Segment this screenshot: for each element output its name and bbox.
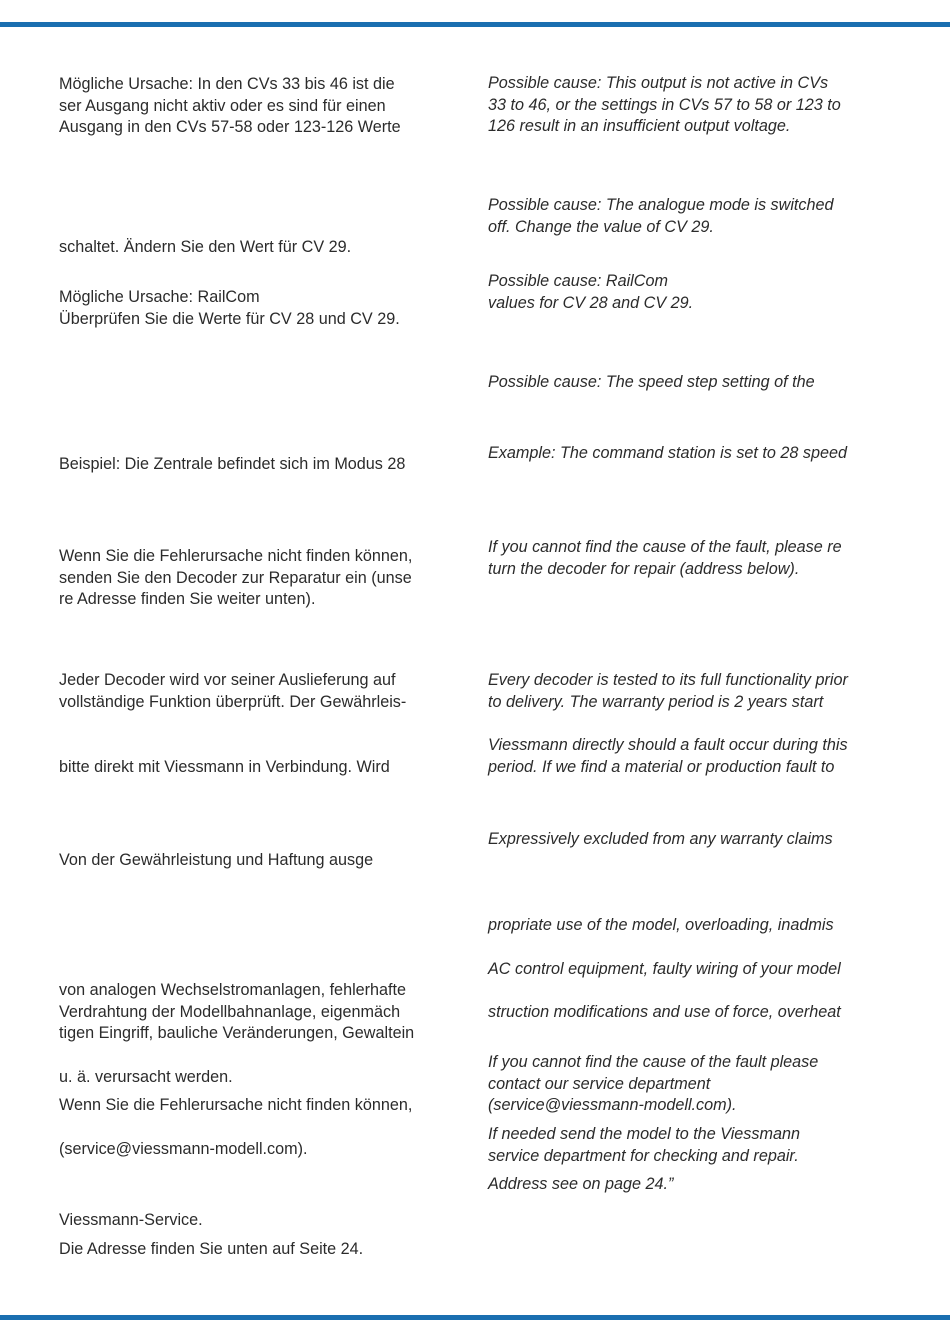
de-para-cv29	[59, 237, 351, 259]
text-line: period. If we find a material or production fault to	[488, 757, 835, 776]
en-para-warranty	[488, 670, 848, 713]
text-line: Ausgang in den CVs 57-58 oder 123-126 Werte	[59, 118, 401, 137]
en-para-analogue	[488, 195, 834, 238]
text-line: struction modifications and use of force, overheat	[488, 1003, 841, 1021]
de-para-ac-systems	[59, 980, 414, 1045]
text-line: bitte direkt mit Viessmann in Verbindung. Wird	[59, 758, 390, 776]
de-para-railcom	[59, 287, 400, 330]
text-line: Mögliche Ursache: RailCom	[59, 288, 260, 306]
text-line: von analogen Wechselstromanlagen, fehlerhafte	[59, 981, 407, 999]
text-line: If you cannot find the cause of the fault, please re	[488, 538, 842, 556]
text-line: If needed send the model to the Viessmann	[488, 1125, 800, 1143]
de-para-service-email	[59, 1139, 308, 1161]
text-line: contact our service department	[488, 1074, 711, 1093]
de-para-excluded	[59, 850, 373, 872]
text-line: Verdrahtung der Modellbahnanlage, eigenmäch	[59, 1002, 401, 1021]
en-para-example	[488, 443, 847, 465]
text-line: Possible cause: This output is not active in CVs	[488, 74, 829, 92]
en-para-cause-output	[488, 73, 841, 138]
text-line: ser Ausgang nicht aktiv oder es sind für einen	[59, 96, 386, 115]
text-line: Possible cause: The analogue mode is switched	[488, 196, 834, 214]
text-line: Jeder Decoder wird vor seiner Auslieferung auf	[59, 671, 396, 689]
en-para-construction	[488, 1002, 841, 1024]
de-para-cause-output	[59, 74, 401, 139]
text-line: values for CV 28 and CV 29.	[488, 293, 694, 312]
text-line: Viessmann directly should a fault occur during this	[488, 736, 848, 754]
de-para-warranty	[59, 670, 406, 713]
text-line: 126 result in an insufficient output voltage.	[488, 117, 791, 136]
de-para-not-found	[59, 1095, 412, 1117]
text-line: 33 to 46, or the settings in CVs 57 to 58 or 123 to	[488, 95, 841, 114]
text-line: AC control equipment, faulty wiring of your model	[488, 960, 841, 978]
text-line: If you cannot find the cause of the fault please	[488, 1053, 819, 1071]
de-para-example	[59, 454, 405, 476]
text-line: Expressively excluded from any warranty claims	[488, 830, 833, 848]
top-rule	[0, 22, 950, 27]
text-line: Every decoder is tested to its full functionality prior	[488, 671, 848, 689]
text-line: (service@viessmann-modell.com).	[488, 1096, 737, 1115]
de-para-service	[59, 1210, 203, 1232]
en-para-speed-step	[488, 372, 815, 394]
text-line: tigen Eingriff, bauliche Veränderungen, Gewaltein	[59, 1024, 415, 1043]
text-line: schaltet. Ändern Sie den Wert für CV 29.	[59, 238, 352, 256]
text-line: senden Sie den Decoder zur Reparatur ein (unse	[59, 568, 412, 587]
text-line: to delivery. The warranty period is 2 years start	[488, 692, 824, 711]
en-para-send-model	[488, 1124, 800, 1167]
text-line: Von der Gewährleistung und Haftung ausge	[59, 851, 374, 869]
text-line: vollständige Funktion überprüft. Der Gewährleis-	[59, 692, 407, 711]
text-line: u. ä. verursacht werden.	[59, 1068, 233, 1086]
text-line: Viessmann-Service.	[59, 1211, 203, 1229]
en-para-excluded	[488, 829, 833, 851]
en-para-service-contact	[488, 1052, 818, 1117]
text-line: Possible cause: RailCom	[488, 272, 668, 290]
de-para-repair	[59, 546, 412, 611]
text-line: Possible cause: The speed step setting of the	[488, 373, 815, 391]
bottom-rule	[0, 1315, 950, 1320]
en-para-address	[488, 1174, 673, 1196]
text-line: Wenn Sie die Fehlerursache nicht finden können,	[59, 547, 413, 565]
text-line: turn the decoder for repair (address below).	[488, 559, 800, 578]
text-line: Wenn Sie die Fehlerursache nicht finden können,	[59, 1096, 413, 1114]
text-line: Überprüfen Sie die Werte für CV 28 und CV 29.	[59, 309, 400, 328]
text-line: Beispiel: Die Zentrale befindet sich im Modus 28	[59, 455, 406, 473]
text-line: Address see on page 24.”	[488, 1175, 674, 1193]
de-para-contact	[59, 757, 390, 779]
text-line: Mögliche Ursache: In den CVs 33 bis 46 ist die	[59, 75, 395, 93]
en-para-contact	[488, 735, 848, 778]
en-para-railcom	[488, 271, 693, 314]
en-para-repair	[488, 537, 842, 580]
text-line: Example: The command station is set to 28 speed	[488, 444, 848, 462]
en-para-ac-control	[488, 959, 841, 981]
text-line: Die Adresse finden Sie unten auf Seite 24.	[59, 1240, 364, 1258]
de-para-address	[59, 1239, 363, 1261]
en-para-inappropriate	[488, 915, 834, 937]
de-para-caused	[59, 1067, 233, 1089]
text-line: off. Change the value of CV 29.	[488, 217, 714, 236]
text-line: re Adresse finden Sie weiter unten).	[59, 590, 316, 609]
text-line: (service@viessmann-modell.com).	[59, 1140, 308, 1158]
text-line: service department for checking and repair.	[488, 1146, 799, 1165]
text-line: propriate use of the model, overloading, inadmis	[488, 916, 834, 934]
